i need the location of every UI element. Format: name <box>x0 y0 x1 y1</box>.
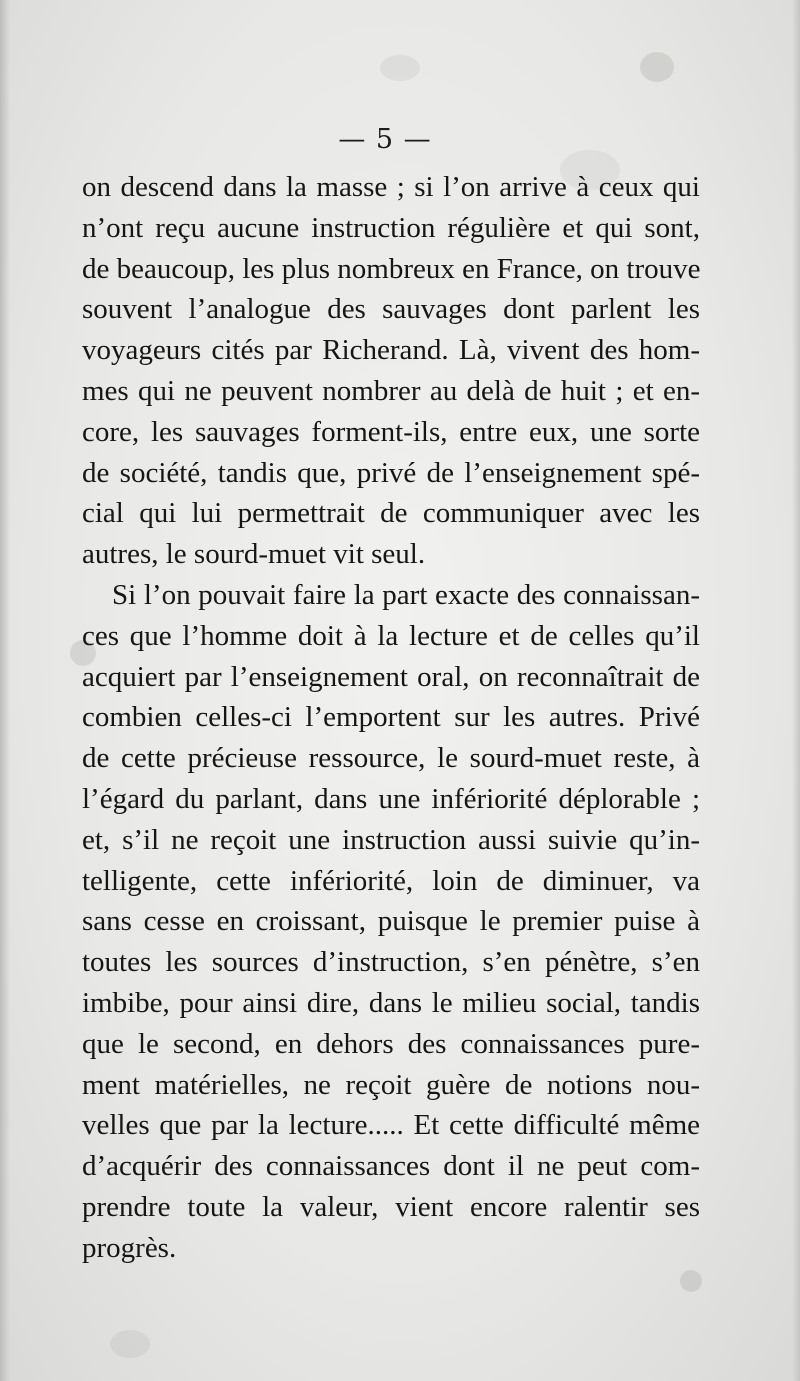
text-line: toutes les sources d’instruction, s’en pénètre, s’en <box>82 946 700 979</box>
text-line: et, s’il ne reçoit une instruction aussi suivie qu’in- <box>82 823 700 856</box>
text-line: d’acquérir des connaissances dont il ne peut com- <box>82 1150 700 1183</box>
text-line: core, les sauvages forment-ils, entre eux, une sorte <box>82 415 700 448</box>
text-line: ment matérielles, ne reçoit guère de notions nou- <box>82 1068 700 1101</box>
text-line: souvent l’analogue des sauvages dont parlent les <box>82 293 700 326</box>
text-line: combien celles-ci l’emportent sur les autres. Privé <box>82 701 700 734</box>
page-edge-shadow-left <box>0 0 10 1381</box>
text-line: que le second, en dehors des connaissances pure- <box>82 1027 700 1060</box>
text-line: imbibe, pour ainsi dire, dans le milieu social, tandis <box>82 986 700 1019</box>
paper-stain <box>110 1330 150 1358</box>
paper-stain <box>640 52 674 82</box>
text-line: progrès. <box>82 1231 177 1264</box>
text-line: autres, le sourd-muet vit seul. <box>82 538 426 571</box>
text-line: n’ont reçu aucune instruction régulière et qui sont, <box>82 211 700 244</box>
text-line: on descend dans la masse ; si l’on arrive à ceux qui <box>82 171 700 203</box>
text-line: cial qui lui permettrait de communiquer avec les <box>82 497 700 530</box>
body-text <box>82 167 700 1269</box>
page-number: — 5 — <box>338 124 432 155</box>
paper-stain <box>380 55 420 81</box>
text-line: ces que l’homme doit à la lecture et de celles qu’il <box>82 619 700 652</box>
text-line: prendre toute la valeur, vient encore ralentir ses <box>82 1190 700 1223</box>
paper-stain <box>680 1270 702 1292</box>
text-line: Si l’on pouvait faire la part exacte des connaissan- <box>112 578 700 611</box>
text-line: mes qui ne peuvent nombrer au delà de huit ; et en- <box>82 374 700 407</box>
page-edge-shadow-right <box>792 0 800 1381</box>
text-line: de beaucoup, les plus nombreux en France, on trouve <box>82 252 701 285</box>
text-line: acquiert par l’enseignement oral, on reconnaîtrait de <box>82 660 700 693</box>
text-line: de cette précieuse ressource, le sourd-muet reste, à <box>82 742 700 775</box>
text-line: voyageurs cités par Richerand. Là, vivent des hom- <box>82 334 700 367</box>
text-line: sans cesse en croissant, puisque le premier puise à <box>82 905 700 938</box>
text-line: velles que par la lecture..... Et cette difficulté même <box>82 1109 700 1142</box>
text-line: l’égard du parlant, dans une infériorité déplorable ; <box>82 782 700 815</box>
text-line: telligente, cette infériorité, loin de diminuer, va <box>82 864 700 897</box>
text-line: de société, tandis que, privé de l’enseignement spé- <box>82 456 700 489</box>
